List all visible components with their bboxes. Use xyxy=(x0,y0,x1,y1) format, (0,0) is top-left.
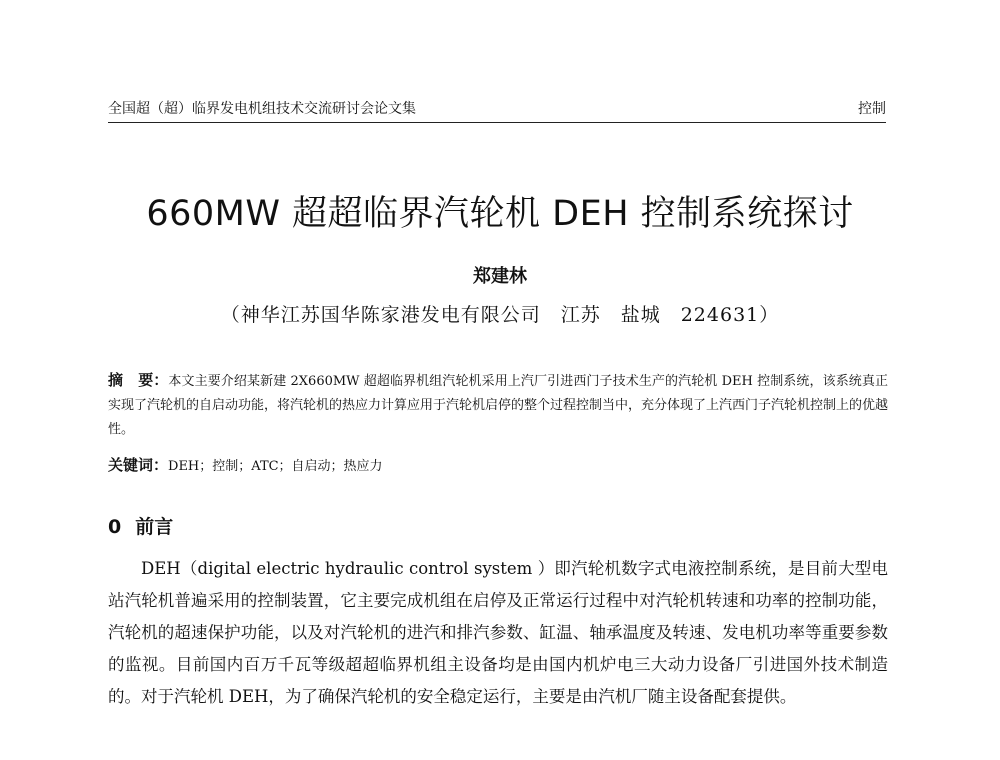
section-title: 前言 xyxy=(135,516,174,538)
author-affiliation: （神华江苏国华陈家港发电有限公司 江苏 盐城 224631） xyxy=(220,304,780,326)
header-section-label: 控制 xyxy=(858,101,886,117)
keywords xyxy=(108,454,888,478)
body-paragraph: DEH（digital electric hydraulic control system ）即汽轮机数字式电液控制系统，是目前大型电站汽轮机普遍采用的控制装置，它主要完成机组在启停及正常运行过程中对汽轮机转速和功率的控制功能，汽轮机的超速保护功能，以及对汽轮机的进汽和排汽参数、缸温、轴承温度及转速、发电机功率等重要参数的监视。目前国内百万千瓦等级超超临界机组主设备均是由国内机炉电三大动力设备厂引进国外技术制造的。对于汽轮机 DEH，为了确保汽轮机的安全稳定运行，主要是由汽机厂随主设备配套提供。 xyxy=(108,559,888,706)
running-header xyxy=(108,96,886,123)
abstract-text: 本文主要介绍某新建 2X660MW 超超临界机组汽轮机采用上汽厂引进西门子技术生产的汽轮机 DEH 控制系统，该系统真正实现了汽轮机的自启动功能，将汽轮机的热应力计算应用于汽轮机启停的整个过程控制当中，充分体现了上汽西门子汽轮机控制上的优越性。 xyxy=(108,374,889,437)
keywords-label: 关键词： xyxy=(108,456,169,474)
keywords-text: DEH；控制；ATC；自启动；热应力 xyxy=(168,459,383,474)
abstract xyxy=(108,368,888,442)
abstract-label: 摘 要： xyxy=(108,371,169,389)
section-number: 0 xyxy=(108,516,122,538)
author-name: 郑建林 xyxy=(473,266,527,287)
section-heading xyxy=(108,512,173,539)
paper-title: 660MW 超超临界汽轮机 DEH 控制系统探讨 xyxy=(146,194,854,234)
header-proceedings-title: 全国超（超）临界发电机组技术交流研讨会论文集 xyxy=(108,101,416,117)
